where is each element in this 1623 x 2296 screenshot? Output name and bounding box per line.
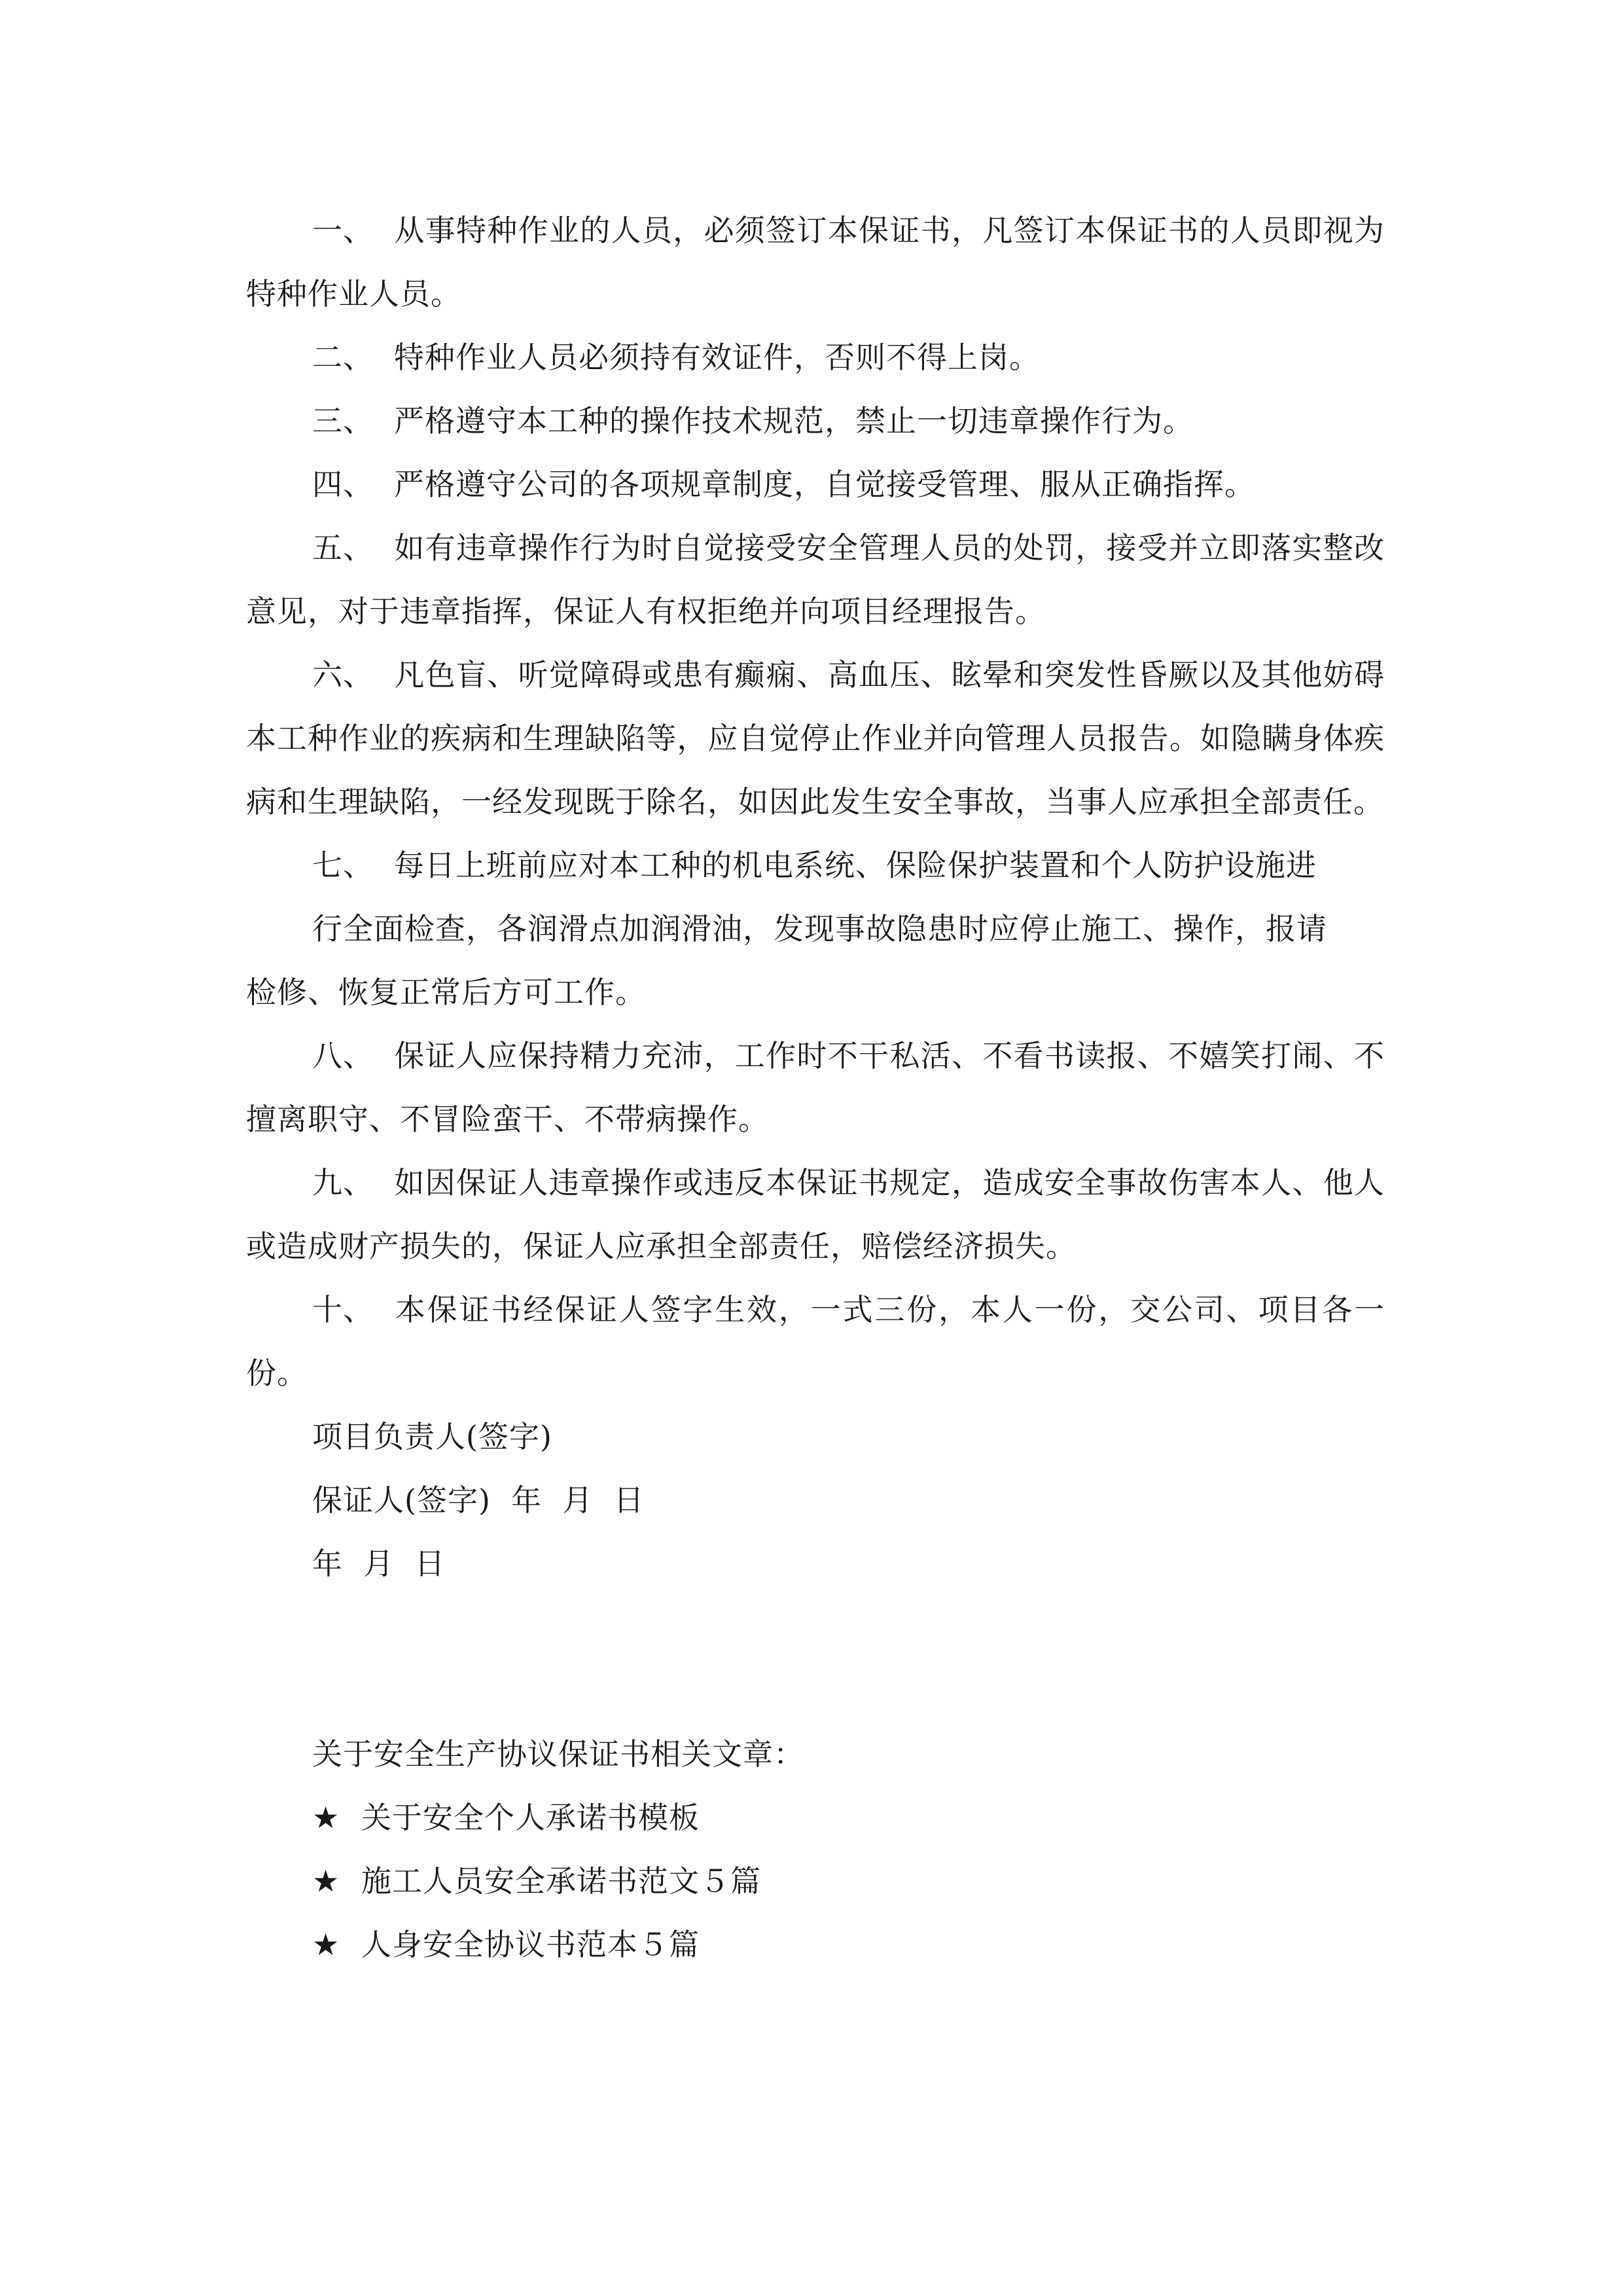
related-article-label: 关于安全个人承诺书模板 — [361, 1800, 700, 1835]
related-article-label: 人身安全协议书范本５篇 — [361, 1927, 700, 1962]
clause-7 — [246, 834, 1385, 897]
clause-3 — [246, 389, 1385, 453]
clause-text: 如因保证人违章操作或违反本保证书规定，造成安全事故伤害本人、他人或造成财产损失的，保证人应承担全部责任，赔偿经济损失。 — [246, 1165, 1385, 1264]
clause-number: 三、 — [312, 403, 374, 439]
clause-text: 特种作业人员必须持有效证件，否则不得上岗。 — [394, 340, 1040, 375]
clause-text: 如有违章操作行为时自觉接受安全管理人员的处罚，接受并立即落实整改意见，对于违章指挥，保证人有权拒绝并向项目经理报告。 — [246, 530, 1385, 629]
section-spacer — [246, 1596, 1385, 1723]
related-article-link[interactable] — [246, 1850, 1385, 1913]
clause-4 — [246, 453, 1385, 516]
signature-date: 年 月 日 — [312, 1546, 446, 1581]
project-lead-signature: 项目负责人(签字) — [312, 1419, 552, 1454]
clause-9 — [246, 1151, 1385, 1278]
guarantor-signature: 保证人(签字) 年 月 日 — [312, 1482, 645, 1518]
clause-number: 十、 — [312, 1292, 374, 1327]
clause-text: 保证人应保持精力充沛，工作时不干私活、不看书读报、不嬉笑打闹、不擅离职守、不冒险蛮干、不带病操作。 — [246, 1038, 1385, 1137]
star-icon: ★ — [312, 1927, 340, 1962]
clause-7-continuation: 行全面检查，各润滑点加润滑油，发现事故隐患时应停止施工、操作，报请 — [312, 911, 1327, 946]
clause-2 — [246, 326, 1385, 389]
star-icon: ★ — [312, 1863, 340, 1899]
clause-text: 严格遵守公司的各项规章制度，自觉接受管理、服从正确指挥。 — [394, 467, 1255, 502]
related-articles-title: 关于安全生产协议保证书相关文章： — [312, 1736, 804, 1772]
clause-8 — [246, 1024, 1385, 1151]
clause-6 — [246, 643, 1385, 834]
related-article-label: 施工人员安全承诺书范文５篇 — [361, 1863, 761, 1899]
clause-1 — [246, 199, 1385, 326]
clause-text: 每日上班前应对本工种的机电系统、保险保护装置和个人防护设施进 — [394, 848, 1317, 883]
clause-text: 凡色盲、听觉障碍或患有癫痫、高血压、眩晕和突发性昏厥以及其他妨碍本工种作业的疾病和生理缺陷等，应自觉停止作业并向管理人员报告。如隐瞒身体疾病和生理缺陷，一经发现既于除名，如因此发生安全事故，当事人应承担全部责任。 — [246, 657, 1385, 819]
related-article-link[interactable] — [246, 1786, 1385, 1850]
clause-text: 本保证书经保证人签字生效，一式三份，本人一份，交公司、项目各一份。 — [246, 1292, 1385, 1391]
clause-5 — [246, 516, 1385, 643]
star-icon: ★ — [312, 1800, 340, 1835]
signature-block — [246, 1405, 1385, 1596]
clause-number: 五、 — [312, 530, 374, 565]
clause-number: 七、 — [312, 848, 374, 883]
clause-number: 一、 — [312, 213, 374, 248]
clause-7-tail: 检修、恢复正常后方可工作。 — [246, 975, 646, 1010]
related-article-link[interactable] — [246, 1913, 1385, 1977]
clause-number: 六、 — [312, 657, 374, 692]
clause-number: 八、 — [312, 1038, 374, 1073]
clause-text: 严格遵守本工种的操作技术规范，禁止一切违章操作行为。 — [394, 403, 1194, 439]
clause-10 — [246, 1278, 1385, 1405]
related-articles — [246, 1723, 1385, 1977]
clause-number: 九、 — [312, 1165, 374, 1200]
document-body — [246, 199, 1385, 1977]
clause-text: 从事特种作业的人员，必须签订本保证书，凡签订本保证书的人员即视为特种作业人员。 — [246, 213, 1385, 312]
clause-number: 二、 — [312, 340, 374, 375]
clause-number: 四、 — [312, 467, 374, 502]
